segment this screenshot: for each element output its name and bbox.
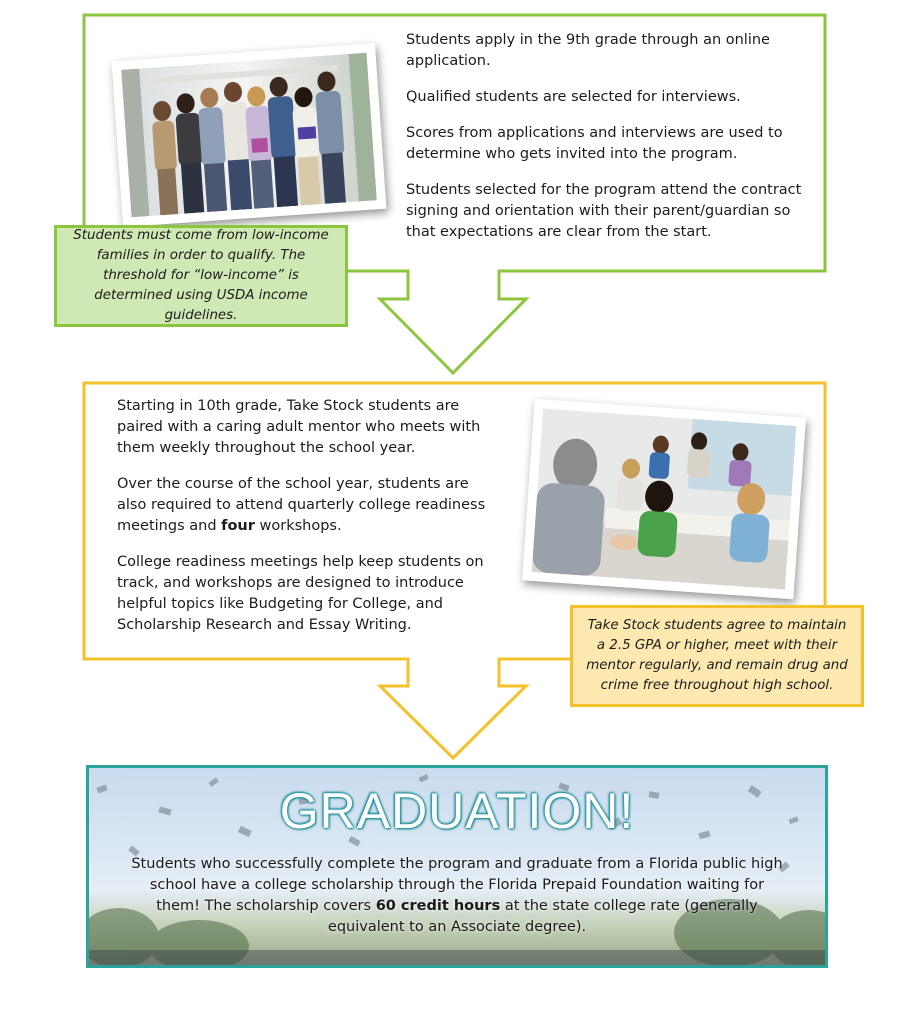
workshop-count: four	[221, 518, 255, 534]
classroom-photo	[522, 399, 806, 600]
graduation-description	[129, 854, 785, 938]
step1-paragraph-scores: Scores from applications and interviews are used to determine who gets invited into the program.	[406, 125, 783, 162]
student-agreement-note	[570, 605, 864, 707]
graduation-text-end: at the state college rate (generally equivalent to an Associate degree).	[327, 898, 758, 935]
income-requirement-note	[54, 225, 348, 327]
graduation-panel	[86, 765, 828, 968]
credit-hours: 60 credit hours	[375, 898, 501, 914]
step2-paragraph-workshops: College readiness meetings help keep students on track, and workshops are designed to introduce helpful topics like Budgeting for College, and Scholarship Research and Essay Writing.	[117, 554, 484, 633]
students-group-photo	[112, 43, 387, 227]
step2-paragraph-requirements	[117, 474, 502, 537]
requirements-text-end: workshops.	[254, 518, 342, 534]
step1-paragraph-interviews: Qualified students are selected for interviews.	[406, 89, 741, 105]
graduation-title: GRADUATION!	[279, 783, 635, 839]
income-requirement-text: Students must come from low-income families in order to qualify. The threshold for “low-income” is determined using USDA income guidelines.	[73, 228, 329, 323]
step1-paragraph-apply: Students apply in the 9th grade through an online application.	[406, 32, 770, 69]
step2-paragraph-mentor: Starting in 10th grade, Take Stock students are paired with a caring adult mentor who meets with them weekly throughout the school year.	[117, 398, 481, 456]
step2-description	[117, 396, 502, 651]
graduation-text-start: Students who successfully complete the program and graduate from a Florida public high school have a college scholarship through the Florida Prepaid Foundation waiting for them! The scholarship covers	[131, 856, 783, 914]
step1-description	[406, 30, 811, 258]
step1-paragraph-contract: Students selected for the program attend the contract signing and orientation with their parent/guardian so that expectations are clear from the start.	[406, 182, 802, 240]
requirements-text-start: Over the course of the school year, students are also required to attend quarterly college readiness meetings and	[117, 476, 486, 534]
student-agreement-text: Take Stock students agree to maintain a 2.5 GPA or higher, meet with their mentor regularly, and remain drug and crime free throughout high school.	[586, 618, 848, 693]
